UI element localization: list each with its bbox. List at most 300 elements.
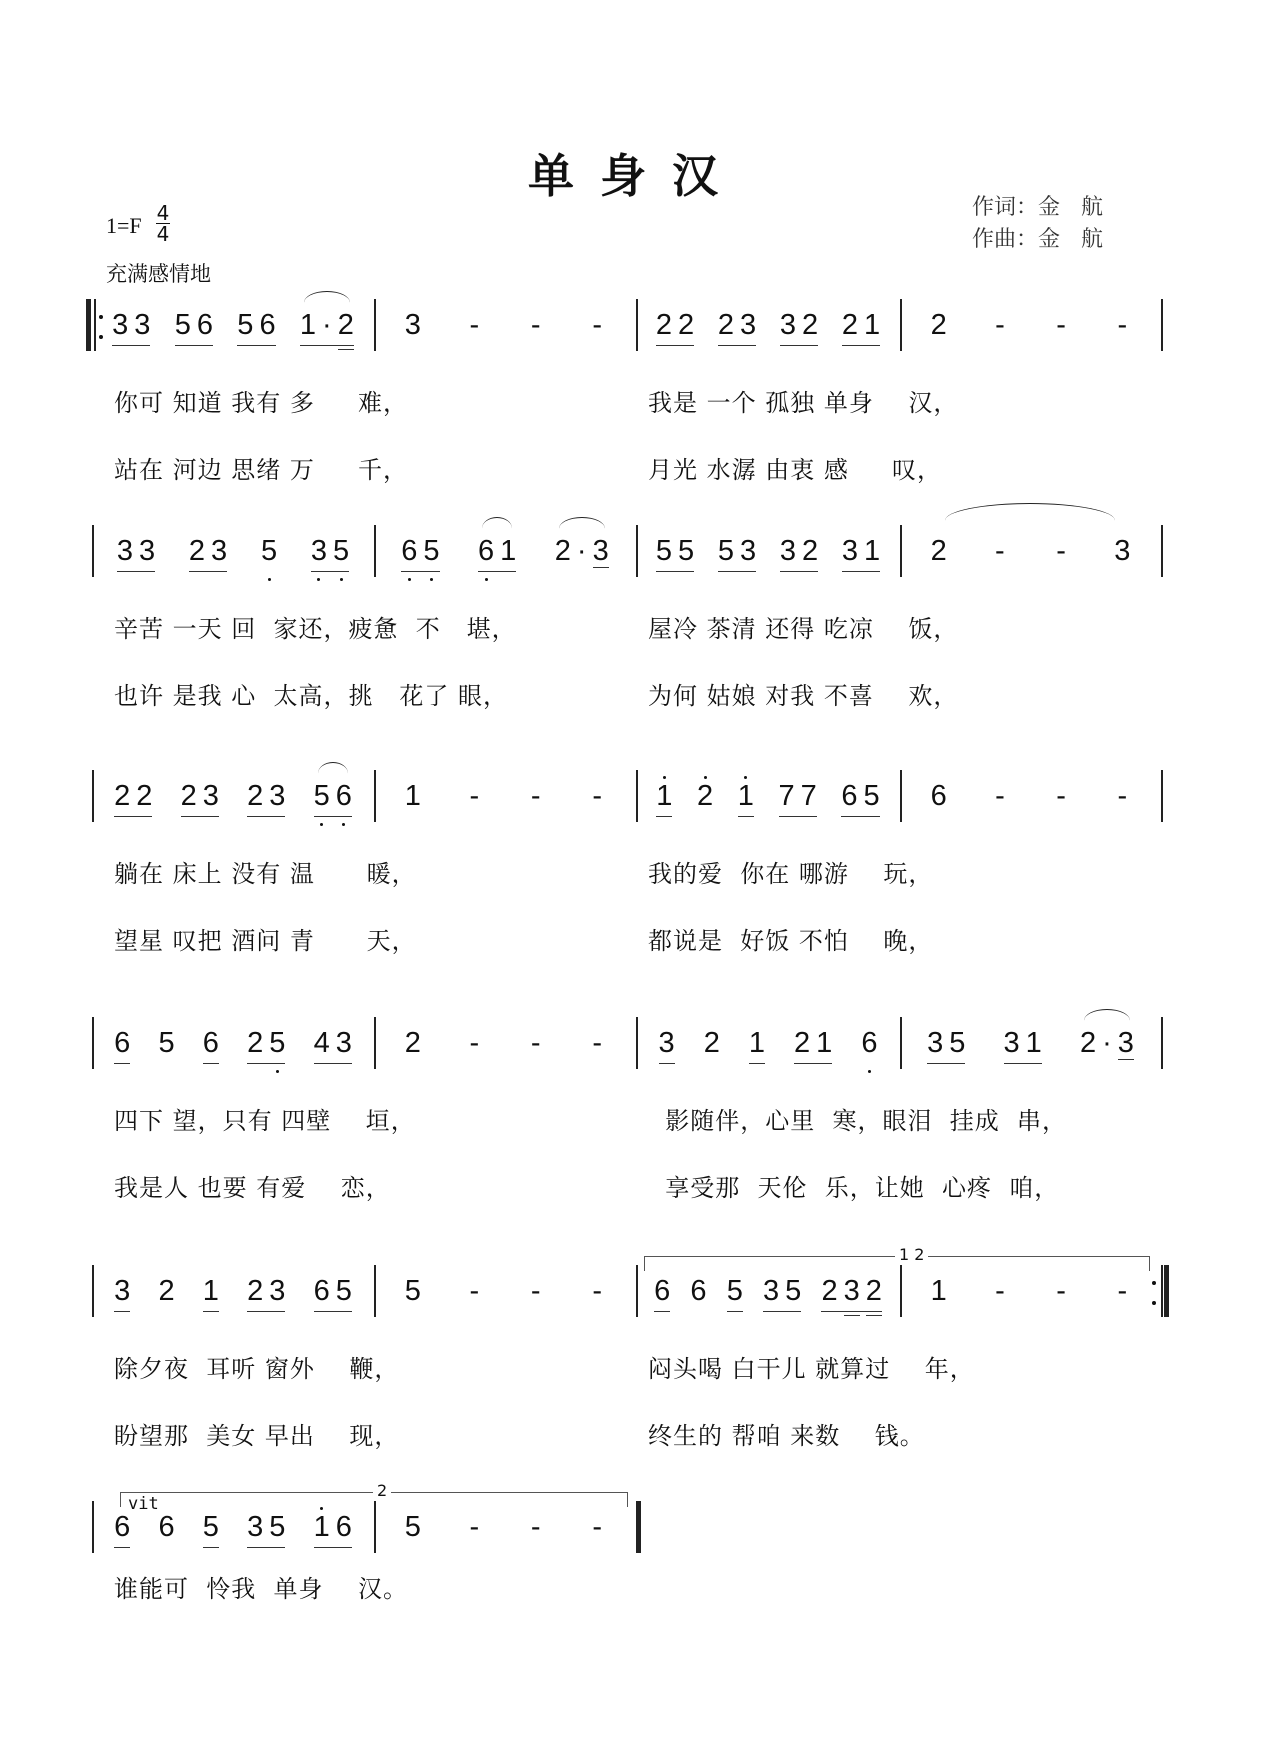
lyricist-credit: 作词：金 航 — [972, 195, 1103, 220]
note: 3 — [335, 1027, 352, 1059]
note-group — [589, 1511, 605, 1547]
note-group — [780, 309, 818, 346]
note-group — [466, 1511, 482, 1547]
note: 2 — [703, 1027, 720, 1059]
note-group — [931, 780, 947, 816]
note: 2 — [697, 780, 713, 812]
score-row — [0, 780, 1272, 955]
note: 5 — [655, 535, 672, 567]
note: 2 — [678, 309, 695, 341]
key-signature: 1=F — [106, 213, 142, 238]
note: 2 — [337, 309, 354, 341]
time-sig-bottom: 4 — [156, 222, 170, 246]
note: - — [995, 1275, 1005, 1307]
note: 2 — [1079, 1027, 1097, 1059]
lyric-line: 我的爱 你在 哪游 玩， — [648, 860, 934, 888]
lyric-line: 除夕夜 耳听 窗外 鞭， — [114, 1355, 400, 1383]
volta-label: 2 — [373, 1481, 391, 1500]
note: - — [530, 1511, 541, 1543]
note: - — [469, 780, 480, 812]
note: - — [530, 780, 541, 812]
note: 3 — [1003, 1027, 1020, 1059]
note-group — [237, 309, 275, 346]
note-group — [401, 535, 439, 572]
note: 1 — [748, 1027, 765, 1059]
repeat-start-barline — [86, 299, 91, 351]
lyric-line: 望星 叹把 酒问 青 天， — [114, 927, 417, 955]
note: 7 — [778, 780, 795, 812]
note-group — [992, 309, 1008, 345]
note: 6 — [401, 535, 417, 567]
note: - — [1056, 309, 1066, 341]
high-octave-dot — [744, 776, 747, 779]
measure — [92, 780, 374, 820]
note-group — [842, 309, 880, 346]
time-sig-top: 4 — [156, 201, 170, 225]
low-octave-dot — [320, 823, 323, 826]
measure — [900, 535, 1161, 575]
note-group — [589, 780, 605, 816]
note-group — [528, 1027, 544, 1063]
measure — [374, 1511, 636, 1551]
note: 7 — [800, 780, 817, 812]
volta-bracket-1-2 — [644, 1245, 1150, 1271]
note: 6 — [335, 1511, 352, 1543]
note-group — [656, 780, 672, 817]
note-group — [158, 1511, 174, 1547]
note: 3 — [404, 309, 421, 341]
note-group — [405, 309, 421, 345]
lyric-line: 月光 水潺 由衷 感 叹， — [648, 456, 943, 484]
note: 2 — [802, 309, 819, 341]
note-group — [528, 1275, 544, 1311]
note-group — [555, 535, 609, 572]
lyric-line: 我是人 也要 有爱 恋， — [114, 1174, 391, 1202]
note-group — [727, 1275, 743, 1312]
lyric-line: 都说是 好饭 不怕 晚， — [648, 927, 934, 955]
note-group — [466, 780, 482, 816]
note-group — [203, 1027, 219, 1064]
note: 6 — [336, 780, 352, 812]
note: 1 — [656, 780, 672, 812]
note: - — [1056, 780, 1066, 812]
note: 2 — [717, 309, 734, 341]
note-group — [931, 1275, 947, 1311]
low-octave-dot — [342, 823, 345, 826]
measure — [92, 1027, 374, 1067]
note: - — [469, 309, 480, 341]
note: 6 — [158, 1511, 175, 1543]
note: 3 — [763, 1275, 780, 1307]
score-row — [0, 1275, 1272, 1450]
note: 1 — [930, 1275, 947, 1307]
note: 5 — [785, 1275, 802, 1307]
note-group — [405, 1027, 421, 1063]
note-group — [1114, 1275, 1130, 1311]
volta-label: 1 2 — [895, 1245, 928, 1264]
note: - — [592, 1511, 603, 1543]
slur — [559, 517, 605, 540]
measure — [636, 1275, 900, 1315]
note-group — [117, 535, 155, 572]
note: 5 — [269, 1027, 285, 1059]
note: 2 — [930, 309, 947, 341]
measure — [374, 309, 636, 349]
tie-slur — [945, 503, 1115, 538]
low-octave-dot — [276, 1070, 279, 1073]
measure — [636, 535, 900, 575]
slur — [482, 517, 512, 540]
note-group — [1053, 1275, 1069, 1311]
note: 5 — [333, 535, 349, 567]
note-group — [158, 1275, 174, 1311]
lyric-line: 站在 河边 思绪 万 千， — [114, 456, 409, 484]
note: 5 — [237, 309, 254, 341]
note: 6 — [114, 1511, 131, 1543]
note-group — [794, 1027, 832, 1064]
note: - — [592, 1027, 603, 1059]
measure — [92, 309, 374, 349]
note: - — [469, 1027, 480, 1059]
note: - — [1056, 535, 1066, 567]
note: · — [322, 309, 332, 341]
measure — [900, 780, 1161, 820]
score-row — [0, 1027, 1272, 1202]
note: 5 — [269, 1511, 286, 1543]
note: 2 — [841, 309, 858, 341]
note: 2 — [554, 535, 571, 567]
note: 6 — [654, 1275, 671, 1307]
measure — [92, 535, 374, 575]
note: - — [1117, 780, 1128, 812]
low-octave-dot — [408, 578, 411, 581]
score-row — [0, 1511, 1272, 1603]
note-group — [314, 1275, 352, 1312]
note-group — [931, 309, 947, 345]
note: 3 — [592, 535, 609, 567]
note-group — [861, 1027, 877, 1063]
note: 2 — [794, 1027, 811, 1059]
note: 3 — [843, 1275, 860, 1307]
note-group — [247, 1511, 285, 1548]
note: 1 — [202, 1275, 219, 1307]
note: 3 — [247, 1511, 264, 1543]
note: 4 — [313, 1027, 330, 1059]
lyric-line: 闷头喝 白干儿 就算过 年， — [648, 1355, 975, 1383]
note-group — [1080, 1027, 1134, 1064]
note: 5 — [174, 309, 191, 341]
barline — [1161, 299, 1163, 351]
note-group — [1053, 780, 1069, 816]
note-group — [466, 309, 482, 345]
note: 2 — [655, 309, 672, 341]
note-group — [314, 1511, 352, 1548]
note: - — [592, 1275, 603, 1307]
barline — [1161, 1017, 1163, 1069]
score-row — [0, 535, 1272, 710]
note: 6 — [841, 780, 858, 812]
note: 6 — [930, 780, 947, 812]
note: 2 — [930, 535, 947, 567]
note: 6 — [478, 535, 494, 567]
lyric-line: 我是 一个 孤独 单身 汉， — [648, 389, 959, 417]
note-group — [189, 535, 227, 572]
lyric-line: 谁能可 怜我 单身 汉。 — [114, 1575, 409, 1603]
note: 3 — [779, 309, 796, 341]
note-group — [589, 1275, 605, 1311]
high-octave-dot — [704, 776, 707, 779]
note-group — [247, 1027, 285, 1064]
note: 3 — [1114, 535, 1131, 567]
note: 3 — [269, 780, 286, 812]
note-group — [528, 309, 544, 345]
note: 5 — [863, 780, 880, 812]
note: 3 — [779, 535, 796, 567]
low-octave-dot — [485, 578, 488, 581]
note-group — [718, 309, 756, 346]
high-octave-dot — [663, 776, 666, 779]
note-group — [405, 1275, 421, 1311]
note: 2 — [821, 1275, 838, 1307]
high-octave-dot — [320, 1507, 323, 1510]
note-group — [992, 1275, 1008, 1311]
lyric-line: 四下 望，只有 四壁 垣， — [114, 1107, 416, 1135]
note-group — [749, 1027, 765, 1064]
barline — [636, 1501, 641, 1553]
note: 2 — [188, 535, 206, 567]
repeat-end-barline — [1164, 1265, 1169, 1317]
note-group — [589, 309, 605, 345]
note-group — [779, 780, 817, 817]
measure — [636, 780, 900, 820]
note-group — [300, 309, 354, 346]
lyric-line: 为何 姑娘 对我 不喜 欢， — [648, 682, 959, 710]
note-group — [927, 1027, 965, 1064]
measure — [374, 780, 636, 820]
note-group — [203, 1275, 219, 1312]
volta-bracket-2 — [120, 1481, 628, 1507]
note-group — [656, 535, 694, 572]
lyric-line: 影随伴，心里 寒，眼泪 挂成 串， — [648, 1107, 1068, 1135]
note-group — [1053, 309, 1069, 345]
note: 6 — [313, 1275, 330, 1307]
low-octave-dot — [868, 1070, 871, 1073]
note: 3 — [134, 309, 151, 341]
note-group — [247, 780, 285, 817]
note: 3 — [112, 309, 129, 341]
measure — [900, 1027, 1161, 1067]
note: · — [1102, 1027, 1112, 1059]
note-group — [659, 1027, 675, 1064]
note: 3 — [202, 780, 219, 812]
note-group — [114, 1511, 130, 1548]
note: 5 — [261, 535, 277, 567]
note-group — [656, 309, 694, 346]
note-group — [738, 780, 754, 817]
note-group — [992, 780, 1008, 816]
note: 2 — [247, 1275, 264, 1307]
note: 5 — [158, 1027, 175, 1059]
low-octave-dot — [340, 578, 343, 581]
lyric-line: 盼望那 美女 早出 现， — [114, 1422, 400, 1450]
note: - — [530, 1275, 541, 1307]
note: 5 — [404, 1275, 421, 1307]
tempo-marking: 充满感情地 — [106, 262, 211, 286]
note: 6 — [114, 1027, 131, 1059]
note: - — [530, 1027, 541, 1059]
note-group — [589, 1027, 605, 1063]
note: 1 — [864, 309, 881, 341]
note-group — [697, 780, 713, 816]
note: 2 — [247, 1027, 264, 1059]
note-group — [405, 1511, 421, 1547]
note-group — [261, 535, 277, 571]
note-group — [466, 1275, 482, 1311]
measure — [92, 1511, 374, 1551]
note: 3 — [927, 1027, 944, 1059]
note: - — [1117, 309, 1128, 341]
note: 3 — [1117, 1027, 1134, 1059]
note-group — [181, 780, 219, 817]
note-group — [654, 1275, 670, 1312]
note-group — [247, 1275, 285, 1312]
barline — [1161, 1265, 1163, 1317]
note: - — [1117, 1275, 1128, 1307]
note: 3 — [114, 1275, 131, 1307]
note: 5 — [717, 535, 734, 567]
note: 3 — [269, 1275, 286, 1307]
note: 6 — [861, 1027, 877, 1059]
barline — [1161, 770, 1163, 822]
note-group — [158, 1027, 174, 1063]
slur — [318, 762, 348, 785]
note-group — [704, 1027, 720, 1063]
note: 6 — [690, 1275, 707, 1307]
note-group — [175, 309, 213, 346]
note: - — [592, 309, 603, 341]
note: 1 — [404, 780, 421, 812]
score-row — [0, 309, 1272, 484]
note: 1 — [500, 535, 517, 567]
note: 2 — [114, 780, 131, 812]
note-group — [992, 535, 1008, 571]
note: - — [1056, 1275, 1066, 1307]
note: - — [469, 1275, 480, 1307]
note: - — [469, 1511, 480, 1543]
measure — [636, 1027, 900, 1067]
note: 3 — [139, 535, 156, 567]
note-group — [1114, 780, 1130, 816]
lyric-line: 享受那 天伦 乐，让她 心疼 咱， — [648, 1174, 1060, 1202]
note-group — [314, 780, 352, 817]
note-group — [311, 535, 349, 572]
low-octave-dot — [317, 578, 320, 581]
note-group — [1053, 535, 1069, 571]
lyric-line: 屋冷 茶清 还得 吃凉 饭， — [648, 615, 959, 643]
note: - — [995, 535, 1005, 567]
note-group — [405, 780, 421, 816]
note: 1 — [816, 1027, 833, 1059]
note: 1 — [738, 780, 754, 812]
note-group — [114, 780, 152, 817]
lyric-line: 终生的 帮咱 来数 钱。 — [648, 1422, 925, 1450]
low-octave-dot — [430, 578, 433, 581]
note: 1 — [299, 309, 317, 341]
note: 2 — [802, 535, 819, 567]
song-title: 单身汉 — [528, 149, 744, 203]
note: 2 — [158, 1275, 175, 1307]
note: 3 — [841, 535, 858, 567]
lyric-line: 也许 是我 心 太高，挑 花了 眼， — [114, 682, 509, 710]
note: 3 — [740, 535, 757, 567]
lyric-line: 你可 知道 我有 多 难， — [114, 389, 409, 417]
note: 2 — [865, 1275, 882, 1307]
note: 3 — [116, 535, 134, 567]
note-group — [114, 1275, 130, 1312]
note: 5 — [949, 1027, 966, 1059]
note: 3 — [740, 309, 757, 341]
note-group — [1004, 1027, 1042, 1064]
measure — [374, 535, 636, 575]
note: 1 — [864, 535, 881, 567]
measure — [900, 309, 1161, 349]
note-group — [841, 780, 879, 817]
note: 2 — [404, 1027, 421, 1059]
note-group — [203, 1511, 219, 1548]
note-group — [528, 1511, 544, 1547]
note: - — [530, 309, 541, 341]
note-group — [112, 309, 150, 346]
note-group — [690, 1275, 706, 1311]
barline — [1161, 525, 1163, 577]
note: 5 — [678, 535, 695, 567]
note-group — [314, 1027, 352, 1064]
note: 6 — [196, 309, 213, 341]
note: - — [592, 780, 603, 812]
note: 5 — [726, 1275, 743, 1307]
note: - — [995, 780, 1005, 812]
note: 2 — [247, 780, 264, 812]
measure — [636, 309, 900, 349]
note-group — [478, 535, 516, 572]
lyric-line: 辛苦 一天 回 家还，疲惫 不 堪， — [114, 615, 517, 643]
note-group — [114, 1027, 130, 1064]
slur — [1084, 1009, 1130, 1032]
measure — [900, 1275, 1161, 1315]
measure — [92, 1275, 374, 1315]
note-group — [528, 780, 544, 816]
note-group — [1114, 535, 1130, 571]
note-group — [821, 1275, 881, 1312]
note-group — [780, 535, 818, 572]
note-group — [1114, 309, 1130, 345]
time-signature — [156, 203, 170, 244]
note: 5 — [404, 1511, 421, 1543]
note: · — [576, 535, 587, 567]
composer-credit: 作曲：金 航 — [972, 227, 1103, 252]
note: 1 — [314, 1511, 330, 1543]
note: 2 — [180, 780, 197, 812]
note: 5 — [202, 1511, 219, 1543]
note: 6 — [202, 1027, 219, 1059]
note-group — [466, 1027, 482, 1063]
note: - — [995, 309, 1005, 341]
note-group — [842, 535, 880, 572]
measure — [374, 1027, 636, 1067]
slur — [304, 291, 350, 314]
note: 1 — [1025, 1027, 1042, 1059]
lyric-line: 躺在 床上 没有 温 暖， — [114, 860, 417, 888]
